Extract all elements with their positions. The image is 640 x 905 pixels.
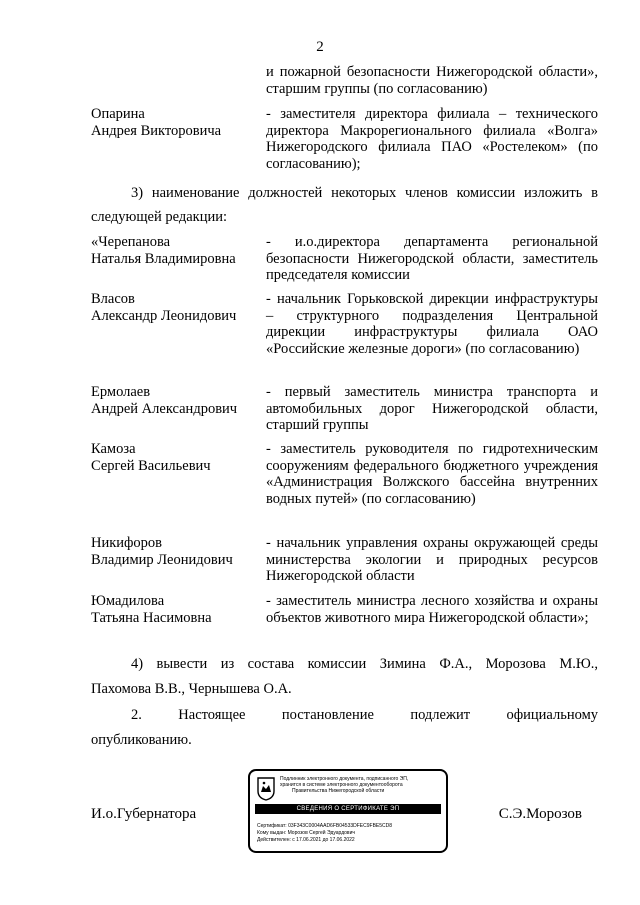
member-given-names: Андрея Викторовича <box>91 122 222 139</box>
member-name <box>91 234 261 267</box>
paragraph-5-line-2: опубликованию. <box>91 732 192 748</box>
member-surname: «Черепанова <box>91 234 171 250</box>
member-surname: Юмадилова <box>91 593 165 609</box>
member-name <box>91 593 261 626</box>
member-given-names: Андрей Александрович <box>91 400 238 417</box>
member-description: - первый заместитель министра транспорта и автомобильных дорог Нижегородской области, старший группы <box>266 384 598 433</box>
member-description: - заместитель руководителя по гидротехническим сооружениям федерального бюджетного учреждения «Администрация Волжского бассейна внутренних водных путей» (по согласованию) <box>266 441 598 507</box>
paragraph-5-line-1: 2. Настоящее постановление подлежит официальному <box>131 707 598 723</box>
member-surname: Власов <box>91 291 135 307</box>
member-description: - заместителя директора филиала – технического директора Макрорегионального филиала «Волга» Нижегородского филиала ПАО «Ростелеком» (по согласованию); <box>266 106 598 172</box>
coat-of-arms-icon <box>257 777 275 801</box>
member-surname: Опарина <box>91 106 145 122</box>
member-description: - начальник Горьковской дирекции инфраструктуры – структурного подразделения Центральной дирекции инфраструктуры филиала ОАО «Российские железные дороги» (по согласованию) <box>266 291 598 357</box>
member-name <box>91 384 261 417</box>
paragraph-4-line-2: Пахомова В.В., Чернышева О.А. <box>91 681 292 697</box>
paragraph-3-line-2: следующей редакции: <box>91 209 228 225</box>
member-description: - заместитель министра лесного хозяйства и охраны объектов животного мира Нижегородской области»; <box>266 593 598 626</box>
member-description: - начальник управления охраны окружающей среды министерства экологии и природных ресурсов Нижегородской области <box>266 535 598 584</box>
member-given-names: Сергей Васильевич <box>91 457 211 474</box>
certificate-owner: Кому выдан: Морозов Сергей Эдуардович <box>257 830 355 836</box>
digital-signature-stamp <box>248 769 448 853</box>
paragraph-4-line-1: 4) вывести из состава комиссии Зимина Ф.А., Морозова М.Ю., <box>131 656 598 672</box>
signatory-name: С.Э.Морозов <box>498 806 582 822</box>
member-name <box>91 535 261 568</box>
member-name <box>91 291 261 324</box>
top-continuation-text: и пожарной безопасности Нижегородской области», старшим группы (по согласованию) <box>266 64 598 97</box>
member-description: - и.о.директора департамента региональной безопасности Нижегородской области, заместитель председателя комиссии <box>266 234 598 283</box>
certificate-validity: Действителен: с 17.06.2021 до 17.06.2022 <box>257 837 355 843</box>
member-surname: Ермолаев <box>91 384 151 400</box>
member-given-names: Александр Леонидович <box>91 307 237 324</box>
member-given-names: Владимир Леонидович <box>91 551 233 568</box>
member-given-names: Татьяна Насимовна <box>91 609 212 626</box>
page-number: 2 <box>316 39 324 55</box>
member-name <box>91 441 261 474</box>
signatory-title: И.о.Губернатора <box>91 806 197 822</box>
paragraph-3-line-1: 3) наименование должностей некоторых членов комиссии изложить в <box>131 185 598 201</box>
stamp-header-line: Правительства Нижегородской области <box>292 788 385 794</box>
stamp-header-line: Подлинник электронного документа, подписанного ЭП, <box>280 776 409 782</box>
member-given-names: Наталья Владимировна <box>91 250 236 267</box>
member-surname: Камоза <box>91 441 136 457</box>
stamp-header-line: хранится в системе электронного документооборота <box>280 782 403 788</box>
stamp-title-bar: СВЕДЕНИЯ О СЕРТИФИКАТЕ ЭП <box>255 804 441 814</box>
member-surname: Никифоров <box>91 535 163 551</box>
stamp-certificate-details <box>257 823 443 844</box>
stamp-header <box>280 776 444 794</box>
certificate-serial: Сертификат: 03F343C0004AAD6FB04533DFEC9FBE5CD8 <box>257 823 393 829</box>
member-name <box>91 106 261 139</box>
